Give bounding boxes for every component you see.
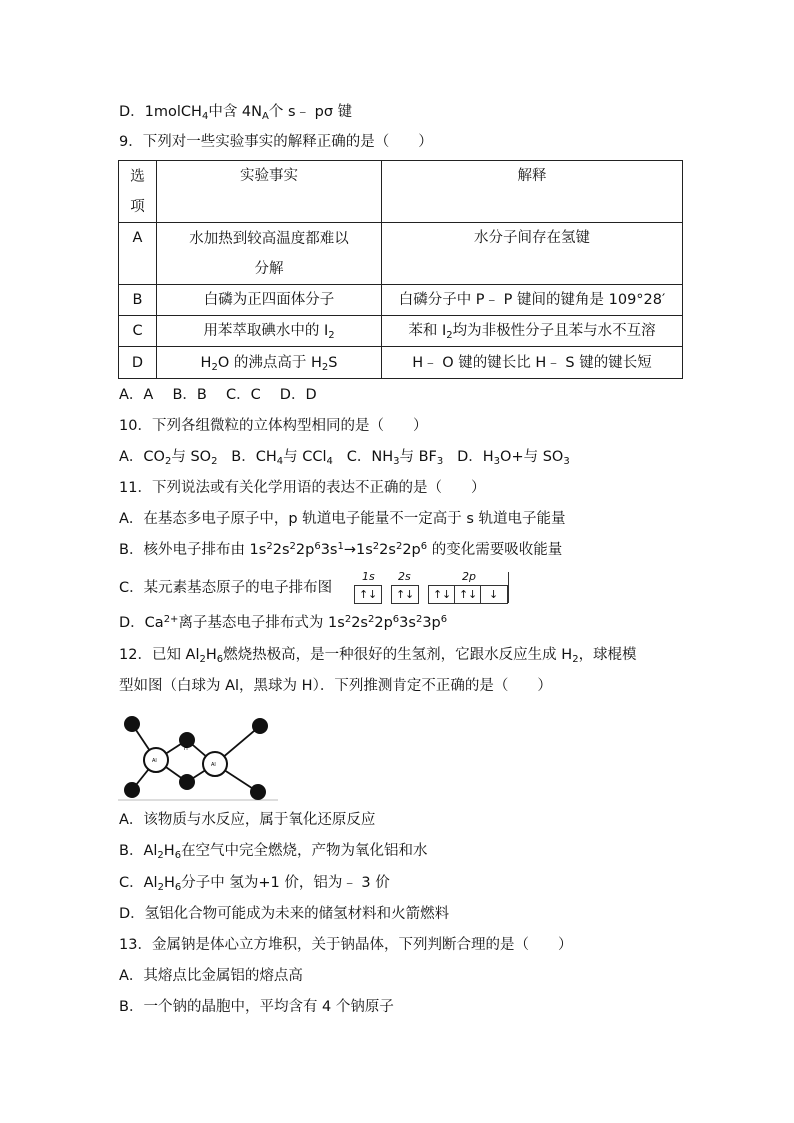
orbital-label-2p: 2p	[462, 570, 476, 583]
q9-table	[118, 160, 683, 379]
orbital-box-2p: ↑ ↓ ↑ ↓ ↓	[428, 585, 508, 604]
table-header-row	[119, 161, 683, 223]
header-fact: 实验事实	[157, 161, 382, 223]
hydrogen-atom	[252, 718, 268, 734]
orbital-box-2s: ↑ ↓	[391, 585, 419, 604]
q12-option-b: B．$Al_2H_6$在空气中完全燃烧，产物为氧化铝和水	[119, 843, 428, 861]
al-label: Al	[152, 758, 157, 764]
q11-stem: 11．下列说法或有关化学用语的表达不正确的是（ ）	[119, 480, 486, 496]
q12-option-a: A．该物质与水反应，属于氧化还原反应	[119, 812, 376, 828]
orbital-label-1s: 1s	[362, 570, 375, 583]
q13-option-b: B．一个钠的晶胞中，平均含有 4 个钠原子	[119, 999, 394, 1015]
row-fact: 用苯萃取碘水中的 $I_2$	[157, 316, 382, 347]
q12-option-d: D．氢铝化合物可能成为未来的储氢材料和火箭燃料	[119, 906, 450, 922]
q9-stem: 9．下列对一些实验事实的解释正确的是（ ）	[119, 134, 433, 150]
q11-option-d: D．$Ca^{2+}$离子基态电子排布式为 $1s^22s^22p^63s^23p^6$	[119, 614, 448, 631]
orbital-box-1s: ↑ ↓	[354, 585, 382, 604]
header-explanation: 解释	[382, 161, 683, 223]
row-option: D	[119, 347, 157, 379]
row-explanation: 水分子间存在氢键	[382, 223, 683, 285]
q13-stem: 13．金属钠是体心立方堆积，关于钠晶体，下列判断合理的是（ ）	[119, 937, 573, 953]
ball-stick-model-diagram	[118, 710, 278, 802]
q13-option-a: A．其熔点比金属铝的熔点高	[119, 968, 303, 984]
header-option: 选 项	[119, 161, 157, 223]
q8-option-d: D．1molCH$_4$中含 $4N_A$个 s﹣ pσ 键	[119, 104, 353, 122]
q12-stem-line2: 型如图（白球为 Al，黑球为 H）．下列推测肯定不正确的是（ ）	[119, 678, 552, 694]
table-row	[119, 223, 683, 285]
orbital-label-2s: 2s	[398, 570, 411, 583]
row-fact: $H_2O$ 的沸点高于 $H_2S$	[157, 347, 382, 379]
q11-option-c: C．某元素基态原子的电子排布图	[119, 580, 333, 596]
hydrogen-atom	[124, 782, 140, 798]
table-row	[119, 316, 683, 347]
row-option: A	[119, 223, 157, 285]
q12-stem-line1: 12．已知 $Al_2H_6$燃烧热极高，是一种很好的生氢剂，它跟水反应生成 $H_2$，球棍模	[119, 647, 637, 665]
row-option: C	[119, 316, 157, 347]
al-label: Al	[211, 762, 216, 768]
table-row	[119, 347, 683, 379]
row-fact: 水加热到较高温度都难以 分解	[157, 223, 382, 285]
row-explanation: 白磷分子中 P﹣ P 键间的键角是 109°28′	[382, 285, 683, 316]
h-label: H	[184, 746, 188, 752]
hydrogen-atom	[179, 774, 195, 790]
q11-option-a: A．在基态多电子原子中，p 轨道电子能量不一定高于 s 轨道电子能量	[119, 511, 566, 527]
hydrogen-atom	[250, 784, 266, 800]
table-row	[119, 285, 683, 316]
row-option: B	[119, 285, 157, 316]
q9-choices: A．A B．B C．C D．D	[119, 387, 317, 403]
q12-option-c: C．$Al_2H_6$分子中 氢为+1 价，铝为﹣ 3 价	[119, 875, 390, 893]
q11-option-b: B．核外电子排布由 $1s^22s^22p^63s^1\to 1s^22s^22p^6$ 的变化需要吸收能量	[119, 541, 563, 558]
hydrogen-atom	[124, 716, 140, 732]
q10-stem: 10．下列各组微粒的立体构型相同的是（ ）	[119, 418, 428, 434]
q10-options: A．$CO_2$与 $SO_2$ B．$CH_4$与 CCl$_4$ C．$NH_3$与 $BF_3$ D．$H_3O+$与 $SO_3$	[119, 449, 570, 467]
row-explanation: H﹣ O 键的键长比 H﹣ S 键的键长短	[382, 347, 683, 379]
row-fact: 白磷为正四面体分子	[157, 285, 382, 316]
row-explanation: 苯和 $I_2$均为非极性分子且苯与水不互溶	[382, 316, 683, 347]
